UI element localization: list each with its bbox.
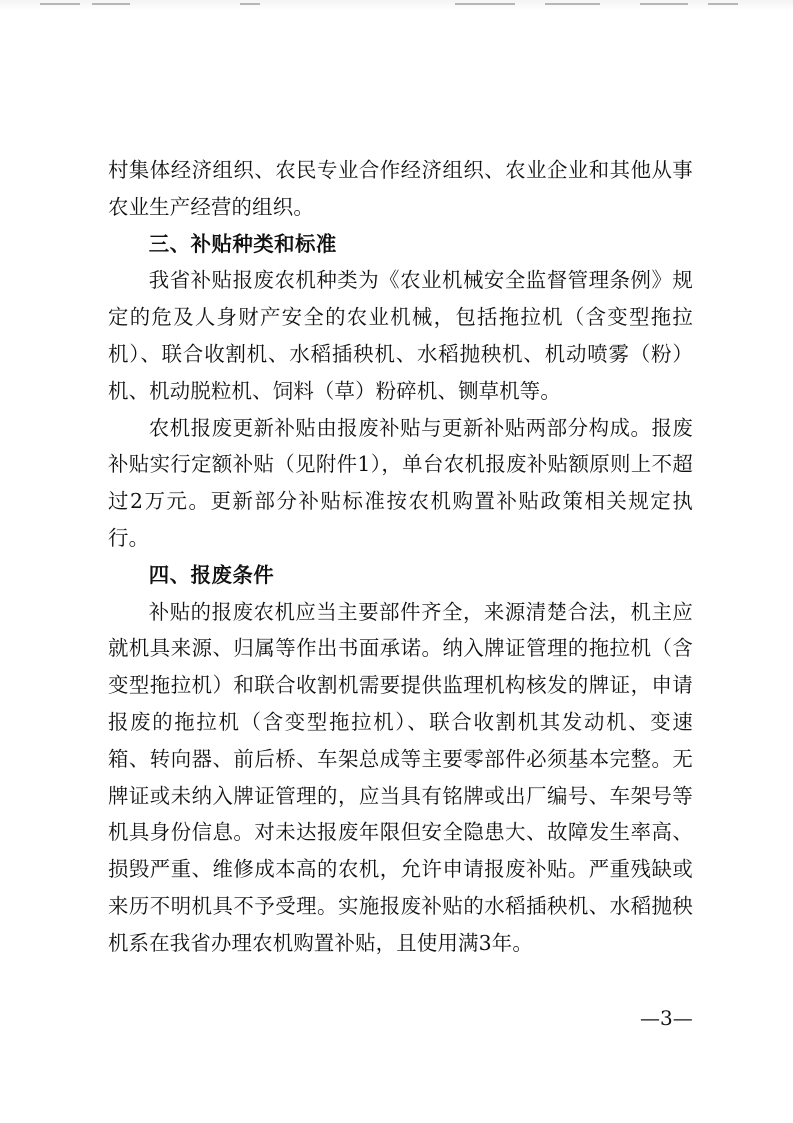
scan-artifact-1 — [40, 3, 80, 5]
scan-top-edge — [0, 0, 793, 10]
document-body — [108, 152, 693, 962]
section-heading-subsidy-types: 三、补贴种类和标准 — [148, 231, 337, 256]
paragraph-org-types: 村集体经济组织、农民专业合作经济组织、农业企业和其他从事农业生产经营的组织。 — [108, 158, 693, 219]
page-number: —3— — [640, 1006, 693, 1030]
scan-artifact-5 — [545, 3, 600, 5]
paragraph-subsidy-composition: 农机报废更新补贴由报废补贴与更新补贴两部分构成。报废补贴实行定额补贴（见附件1），单台农机报废补贴额原则上不超过2万元。更新部分补贴标准按农机购置补贴政策相关规定执行。 — [108, 415, 693, 550]
scan-artifact-4 — [455, 3, 515, 5]
paragraph-scrap-requirements: 补贴的报废农机应当主要部件齐全，来源清楚合法，机主应就机具来源、归属等作出书面承诺。纳入牌证管理的拖拉机（含变型拖拉机）和联合收割机需要提供监理机构核发的牌证，申请报废的拖拉机（含变型拖拉机）、联合收割机其发动机、变速箱、转向器、前后桥、车架总成等主要零部件必须基本完整。无牌证或未纳入牌证管理的，应当具有铭牌或出厂编号、车架号等机具身份信息。对未达报废年限但安全隐患大、故障发生率高、损毁严重、维修成本高的农机，允许申请报废补贴。严重残缺或来历不明机具不予受理。实施报废补贴的水稻插秧机、水稻抛秧机系在我省办理农机购置补贴，且使用满3年。 — [108, 599, 693, 955]
paragraph-subsidy-machinery: 我省补贴报废农机种类为《农业机械安全监督管理条例》规定的危及人身财产安全的农业机械，包括拖拉机（含变型拖拉机）、联合收割机、水稻插秧机、水稻抛秧机、机动喷雾（粉）机、机动脱粒机、饲料（草）粉碎机、铡草机等。 — [108, 268, 693, 403]
section-heading-scrap-conditions: 四、报废条件 — [148, 562, 275, 587]
scan-artifact-2 — [92, 3, 130, 5]
scan-artifact-3 — [240, 3, 260, 5]
scan-artifact-7 — [708, 3, 738, 5]
scan-artifact-6 — [640, 3, 688, 5]
